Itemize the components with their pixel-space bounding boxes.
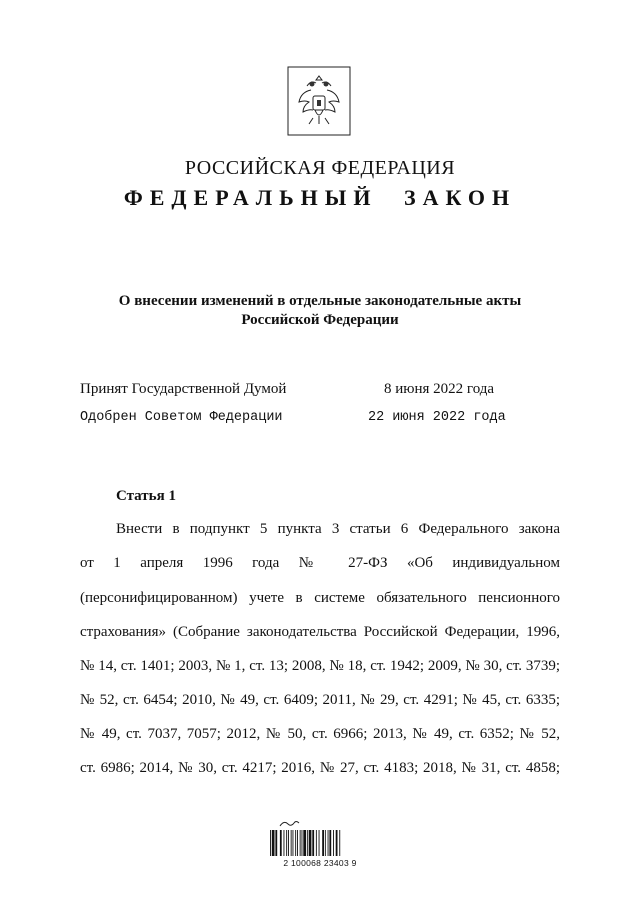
article-text-line: Внести в подпункт 5 пункта 3 статьи 6 Федерального закона	[116, 521, 560, 537]
law-title	[0, 292, 640, 330]
barcode-icon	[268, 818, 372, 858]
coat-of-arms-icon	[287, 66, 351, 136]
barcode-number: 2 100068 23403 9	[283, 858, 357, 868]
article-text-line: ст. 6986; 2014, № 30, ст. 4217; 2016, № 27, ст. 4183; 2018, № 31, ст. 4858;	[80, 760, 560, 776]
article-text-line: № 14, ст. 1401; 2003, № 1, ст. 13; 2008, № 18, ст. 1942; 2009, № 30, ст. 3739;	[80, 658, 560, 674]
article-heading: Статья 1	[116, 488, 176, 504]
article-text-line: № 49, ст. 7037, 7057; 2012, № 50, ст. 6966; 2013, № 49, ст. 6352; № 52,	[80, 726, 560, 742]
council-approval-date: 22 июня 2022 года	[368, 410, 506, 425]
article-text-line: от 1 апреля 1996 года № 27-ФЗ «Об индивидуальном	[80, 555, 560, 571]
document-type: ФЕДЕРАЛЬНЫЙ ЗАКОН	[123, 185, 517, 210]
article-text-line: № 52, ст. 6454; 2010, № 49, ст. 6409; 2011, № 29, ст. 4291; № 45, ст. 6335;	[80, 692, 560, 708]
law-title-line-1: О внесении изменений в отдельные законодательные акты	[118, 293, 522, 309]
article-text-line: страхования» (Собрание законодательства Российской Федерации, 1996,	[80, 624, 560, 640]
article-text-line: (персонифицированном) учете в системе обязательного пенсионного	[80, 590, 560, 606]
council-approval-label: Одобрен Советом Федерации	[80, 410, 283, 425]
duma-adoption-label: Принят Государственной Думой	[80, 381, 287, 397]
country-name: РОССИЙСКАЯ ФЕДЕРАЦИЯ	[184, 157, 456, 179]
law-title-line-2: Российской Федерации	[241, 312, 399, 328]
duma-adoption-date: 8 июня 2022 года	[384, 381, 495, 397]
